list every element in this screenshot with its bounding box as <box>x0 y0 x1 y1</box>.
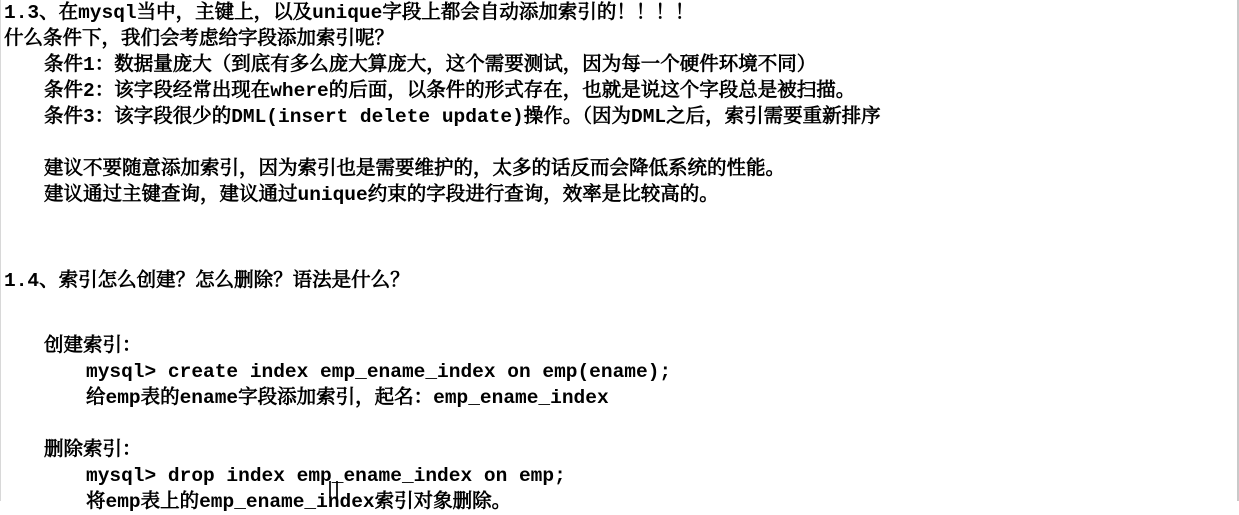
spacer-3 <box>0 234 1239 268</box>
section-1-4-heading: 1.4、索引怎么创建？怎么删除？语法是什么？ <box>4 270 410 292</box>
section-1-3-line-0: 什么条件下，我们会考虑给字段添加索引呢？ <box>4 28 395 50</box>
section-1-3-heading: 1.3、在mysql当中，主键上，以及unique字段上都会自动添加索引的！！！！ <box>4 2 695 24</box>
text-cursor <box>329 481 338 498</box>
create-index-description: 给emp表的ename字段添加索引，起名：emp_ename_index <box>86 387 609 409</box>
section-1-3-line-5: 建议不要随意添加索引，因为索引也是需要维护的，太多的话反而会降低系统的性能。 <box>44 158 786 180</box>
page-left-edge <box>0 0 1 501</box>
spacer-4 <box>0 294 1239 320</box>
spacer-2 <box>0 208 1239 234</box>
create-index-label: 创建索引： <box>44 335 142 357</box>
drop-index-label: 删除索引： <box>44 439 142 461</box>
section-1-3-line-6: 建议通过主键查询，建议通过unique约束的字段进行查询，效率是比较高的。 <box>44 184 719 206</box>
spacer-1 <box>0 130 1239 156</box>
section-1-3-line-3: 条件3：该字段很少的DML(insert delete update)操作。（因为DML之后，索引需要重新排序 <box>44 106 881 128</box>
drop-index-description: 将emp表上的emp_ename_index索引对象删除。 <box>86 491 512 513</box>
create-index-command: mysql> create index emp_ename_index on emp(ename); <box>86 361 672 383</box>
spacer-5 <box>0 320 1239 333</box>
section-1-3-line-1: 条件1：数据量庞大（到底有多么庞大算庞大，这个需要测试，因为每一个硬件环境不同） <box>44 54 817 76</box>
drop-index-command: mysql> drop index emp_ename_index on emp; <box>86 465 566 487</box>
spacer-6 <box>0 411 1239 437</box>
section-1-3-line-2: 条件2：该字段经常出现在where的后面，以条件的形式存在，也就是说这个字段总是被扫描。 <box>44 80 856 102</box>
